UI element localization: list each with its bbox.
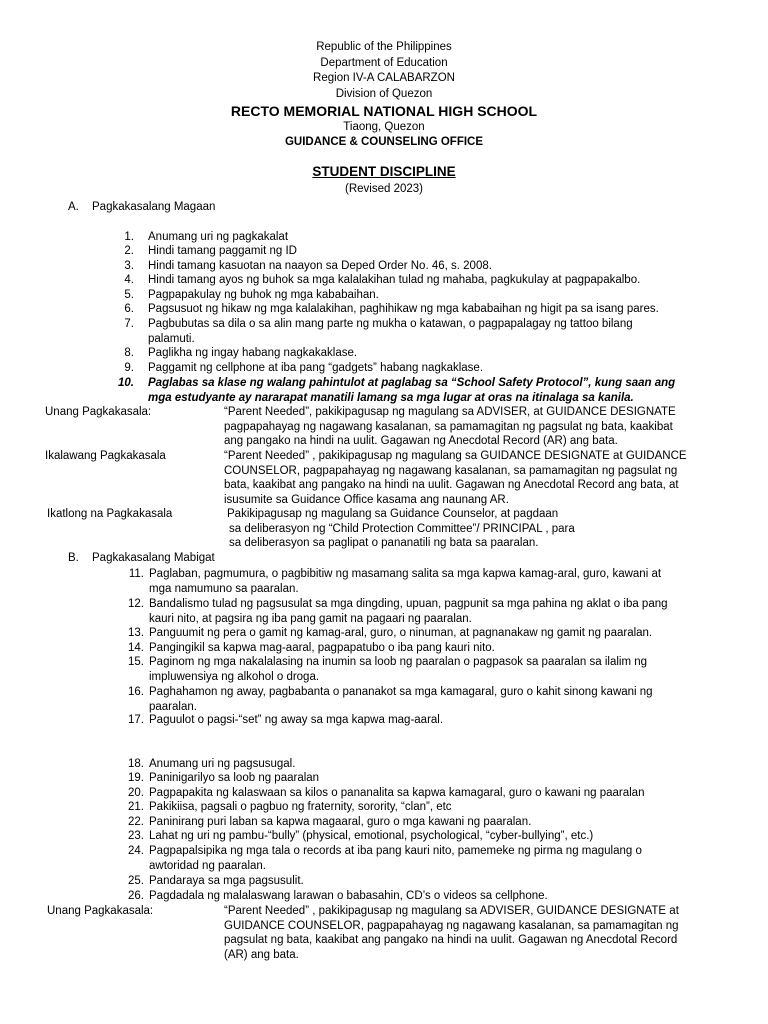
list-item-text: kauri nito, at pagsira ng iba pang gamit na pagaari ng paaralan.: [149, 612, 472, 625]
list-item-number: 5.: [124, 289, 134, 301]
list-item-text: Paguulot o pagsi-“set” ng away sa mga kapwa mag-aaral.: [149, 714, 444, 726]
section-b-letter: B.: [68, 552, 79, 564]
list-item-text: Hindi tamang ayos ng buhok sa mga kalalakihan tulad ng mahaba, pagkukulay at pagpapakalbo.: [148, 274, 641, 286]
list-item-number: 10.: [118, 377, 134, 389]
offense-label: Unang Pagkakasala:: [47, 905, 154, 917]
offense-action-text: bata, kaakibat ang pangako na hindi na uulit. Gagawan ng Anecdotal Record ang bata, at: [224, 479, 679, 491]
header-republic: Republic of the Philippines: [316, 41, 452, 53]
section-a-heading: Pagkakasalang Magaan: [92, 201, 216, 213]
list-item-text: Anumang uri ng pagsusugal.: [149, 758, 296, 770]
list-item-number: 21.: [128, 801, 144, 813]
list-item-text: Bandalismo tulad ng pagsusulat sa mga dingding, upuan, pagpunit sa mga pahina ng aklat o iba pang: [149, 598, 668, 610]
header-division: Division of Quezon: [335, 87, 433, 100]
list-item-text: Pagpapakulay ng buhok ng mga kababaihan.: [148, 289, 379, 301]
list-item-text: Pagbubutas sa dila o sa alin mang parte ng mukha o katawan, o pagpapalagay ng tattoo bilang: [148, 318, 633, 330]
list-item-text: palamuti.: [148, 332, 195, 345]
list-item-text: Paglikha ng ingay habang nagkakaklase.: [148, 347, 358, 359]
page-subtitle: (Revised 2023): [345, 183, 423, 195]
list-item-number: 11.: [128, 568, 144, 580]
list-item-number: 4.: [124, 274, 134, 286]
section-b-heading: Pagkakasalang Mabigat: [92, 552, 215, 564]
list-item-text: Anumang uri ng pagkakalat: [148, 231, 289, 243]
offense-action-text: COUNSELOR, pagpapahayag ng nagawang kasalanan, sa pamamagitan ng pagsulat ng: [224, 464, 678, 477]
list-item-text: Panguumit ng pera o gamit ng kamag-aral, guro, o ninuman, at pagnanakaw ng gamit ng paaralan.: [149, 627, 653, 639]
offense-action-text: (AR) ang bata.: [224, 948, 299, 961]
list-item-number: 19.: [128, 772, 144, 784]
list-item-text: Paginom ng mga nakalalasing na inumin sa loob ng paaralan o pagpasok sa paaralan sa ilalim ng: [149, 656, 648, 668]
list-item-text: Pakikiisa, pagsali o pagbuo ng fraternity, sorority, “clan”, etc: [149, 801, 452, 813]
offense-action-text: pagpapahayag ng nagawang kasalanan, sa pamamagitan ng pagsulat ng bata, kaakibat: [224, 420, 673, 433]
list-item-number: 25.: [128, 875, 144, 887]
list-item-text: Pagpapakita ng kalaswaan sa kilos o pananalita sa kapwa kamagaral, guro o kawani ng paaralan: [149, 787, 645, 799]
offense-label: Ikalawang Pagkakasala: [45, 450, 166, 462]
list-item-text: Pangingikil sa kapwa mag-aaral, pagpapatubo o iba pang kauri nito.: [149, 642, 495, 654]
list-item-text: Hindi tamang paggamit ng ID: [148, 245, 297, 257]
section-a-letter: A.: [68, 201, 79, 213]
list-item-text: Hindi tamang kasuotan na naayon sa Deped Order No. 46, s. 2008.: [148, 260, 492, 272]
list-item-number: 7.: [124, 318, 134, 330]
header-department: Department of Education: [320, 56, 448, 69]
list-item-text: Lahat ng uri ng pambu-“bully” (physical, emotional, psychological, “cyber-bullying”, etc.): [149, 830, 594, 842]
office-name: GUIDANCE & COUNSELING OFFICE: [284, 136, 484, 148]
list-item-number: 6.: [124, 303, 134, 315]
list-item-text: Paninigarilyo sa loob ng paaralan: [149, 772, 320, 784]
list-item-text: paaralan.: [149, 700, 197, 713]
page-title: STUDENT DISCIPLINE: [312, 164, 456, 179]
list-item-number: 16.: [128, 686, 144, 698]
list-item-text: awtoridad ng paaralan.: [149, 859, 266, 872]
offense-action-text: Pakikipagusap ng magulang sa Guidance Counselor, at pagdaan: [227, 508, 559, 520]
list-item-text: Paglabas sa klase ng walang pahintulot at paglabag sa “School Safety Protocol”, kung saan ang: [148, 377, 676, 389]
list-item-number: 23.: [128, 830, 144, 842]
school-location: Tiaong, Quezon: [343, 120, 425, 133]
offense-action-text: “Parent Needed” , pakikipagusap ng magulang sa ADVISER, GUIDANCE DESIGNATE at: [224, 905, 679, 917]
list-item-text: Pagdadala ng malalaswang larawan o babasahin, CD’s o videos sa cellphone.: [149, 890, 548, 902]
list-item-text: Pagpapalsipika ng mga tala o records at iba pang kauri nito, pamemeke ng pirma ng magulang o: [149, 845, 642, 857]
list-item-number: 26.: [128, 890, 144, 902]
list-item-text: Pandaraya sa mga pagsusulit.: [149, 875, 304, 887]
school-name: RECTO MEMORIAL NATIONAL HIGH SCHOOL: [230, 103, 538, 119]
list-item-text: Pagsusuot ng hikaw ng mga kalalakihan, paghihikaw ng mga kababaihan ng higit pa sa isang pares.: [148, 303, 659, 315]
list-item-number: 17.: [128, 714, 144, 726]
list-item-text: Paghahamon ng away, pagbabanta o pananakot sa mga kamagaral, guro o kahit sinong kawani ng: [149, 686, 653, 698]
offense-action-text: isusumite sa Guidance Office kasama ang naunang AR.: [224, 493, 509, 506]
header-region: Region IV-A CALABARZON: [313, 72, 455, 84]
offense-action-text: “Parent Needed” , pakikipagusap ng magulang sa GUIDANCE DESIGNATE at GUIDANCE: [224, 450, 687, 462]
list-item-number: 15.: [128, 656, 144, 668]
offense-action-text: sa deliberasyon sa paglipat o pananatili ng bata sa paaralan.: [229, 537, 539, 549]
list-item-number: 24.: [128, 845, 144, 857]
offense-action-text: GUIDANCE COUNSELOR, pagpapahayag ng nagawang kasalanan, sa pamamagitan ng: [224, 919, 679, 932]
list-item-number: 13.: [128, 627, 144, 639]
letterhead: [0, 40, 768, 151]
list-item-text: Paglaban, pagmumura, o pagbibitiw ng masamang salita sa mga kapwa kamag-aral, guro, kawani at: [149, 568, 662, 580]
list-item-number: 22.: [128, 816, 144, 828]
list-item-text: Paggamit ng cellphone at iba pang “gadgets” habang nagkaklase.: [148, 362, 484, 374]
list-item-number: 12.: [128, 598, 144, 610]
list-item-number: 18.: [128, 758, 144, 770]
list-item-text: Paninirang puri laban sa kapwa magaaral, guro o mga kawani ng paaralan.: [149, 816, 532, 828]
list-item-text: mga namumuno sa paaralan.: [149, 582, 299, 595]
list-item-text: impluwensiya ng alkohol o droga.: [149, 670, 320, 683]
offense-action-text: sa deliberasyon ng “Child Protection Committee”/ PRINCIPAL , para: [229, 522, 575, 535]
list-item-number: 1.: [124, 231, 134, 243]
list-item-number: 3.: [124, 260, 134, 272]
offense-label: Ikatlong na Pagkakasala: [47, 508, 173, 520]
offense-action-text: “Parent Needed”, pakikipagusap ng magulang sa ADVISER, at GUIDANCE DESIGNATE: [224, 406, 676, 418]
offense-action-text: ang pangako na hindi na uulit. Gagawan ng Anecdotal Record (AR) ang bata.: [224, 435, 618, 447]
offense-label: Unang Pagkakasala:: [45, 406, 152, 418]
offense-action-text: pagsulat ng bata, kaakibat ang pangako na hindi na uulit. Gagawan ng Anecdotal Record: [224, 934, 678, 946]
list-item-number: 14.: [128, 642, 144, 654]
list-item-number: 9.: [124, 362, 134, 374]
list-item-text: mga estudyante ay nararapat manatili lamang sa mga lugar at oras na itinalaga sa kanila.: [148, 391, 634, 404]
list-item-number: 2.: [124, 245, 134, 257]
list-item-number: 20.: [128, 787, 144, 799]
list-item-number: 8.: [124, 347, 134, 359]
